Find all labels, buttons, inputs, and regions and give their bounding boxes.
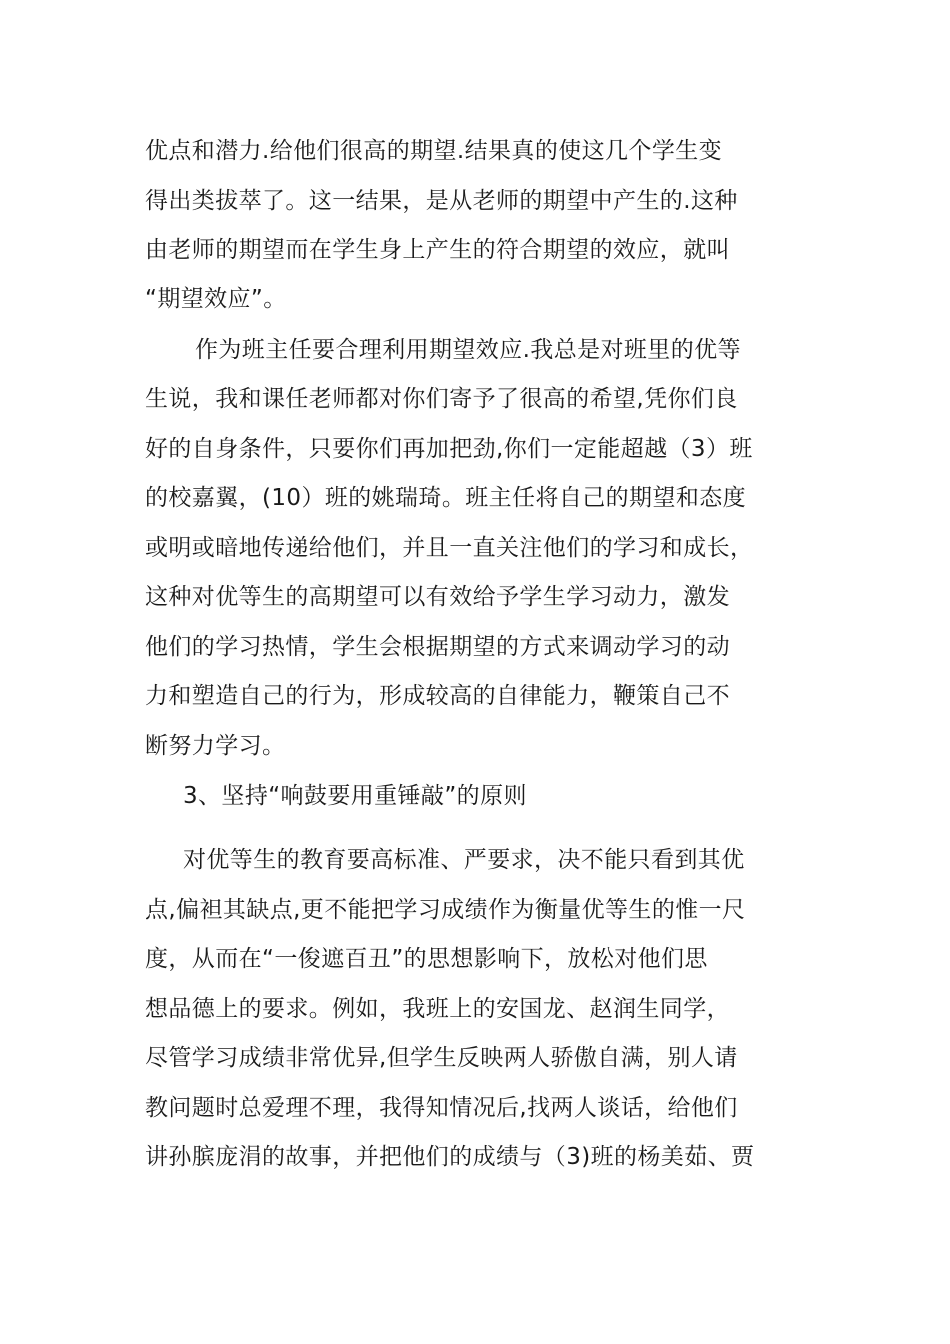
paragraph-1-line: 由老师的期望而在学生身上产生的符合期望的效应，就叫 [145, 237, 730, 263]
paragraph-2-line: 好的自身条件，只要你们再加把劲,你们一定能超越（3）班 [145, 436, 753, 462]
paragraph-1-line: 优点和潜力.给他们很高的期望.结果真的使这几个学生变 [145, 138, 723, 164]
paragraph-3-line: 度，从而在“一俊遮百丑”的思想影响下，放松对他们思 [145, 946, 708, 972]
paragraph-2-line: 的校嘉翼，(10）班的姚瑞琦。班主任将自己的期望和态度 [145, 485, 747, 511]
paragraph-2-line: 或明或暗地传递给他们，并且一直关注他们的学习和成长， [145, 535, 754, 561]
paragraph-1-line: “期望效应”。 [145, 286, 287, 312]
paragraph-1-line: 得出类拔萃了。这一结果，是从老师的期望中产生的.这种 [145, 188, 738, 214]
paragraph-3-line: 对优等生的教育要高标准、严要求，决不能只看到其优 [183, 847, 745, 873]
paragraph-3-line: 想品德上的要求。例如，我班上的安国龙、赵润生同学， [145, 996, 730, 1022]
paragraph-2-line: 他们的学习热情，学生会根据期望的方式来调动学习的动 [145, 634, 730, 660]
paragraph-3-line: 尽管学习成绩非常优异,但学生反映两人骄傲自满，别人请 [145, 1045, 738, 1071]
paragraph-2-line: 作为班主任要合理利用期望效应.我总是对班里的优等 [195, 337, 741, 363]
paragraph-3-line: 点,偏袒其缺点,更不能把学习成绩作为衡量优等生的惟一尺 [145, 897, 746, 923]
paragraph-2-line: 断努力学习。 [145, 733, 286, 759]
paragraph-3-line: 教问题时总爱理不理，我得知情况后,找两人谈话，给他们 [145, 1095, 738, 1121]
paragraph-2-line: 这种对优等生的高期望可以有效给予学生学习动力，激发 [145, 584, 730, 610]
section-heading: 3、坚持“响鼓要用重锤敲”的原则 [183, 783, 527, 809]
paragraph-2-line: 力和塑造自己的行为，形成较高的自律能力，鞭策自己不 [145, 683, 730, 709]
paragraph-3-line: 讲孙膑庞涓的故事，并把他们的成绩与（3)班的杨美茹、贾 [145, 1144, 755, 1170]
paragraph-2-line: 生说，我和课任老师都对你们寄予了很高的希望,凭你们良 [145, 386, 738, 412]
